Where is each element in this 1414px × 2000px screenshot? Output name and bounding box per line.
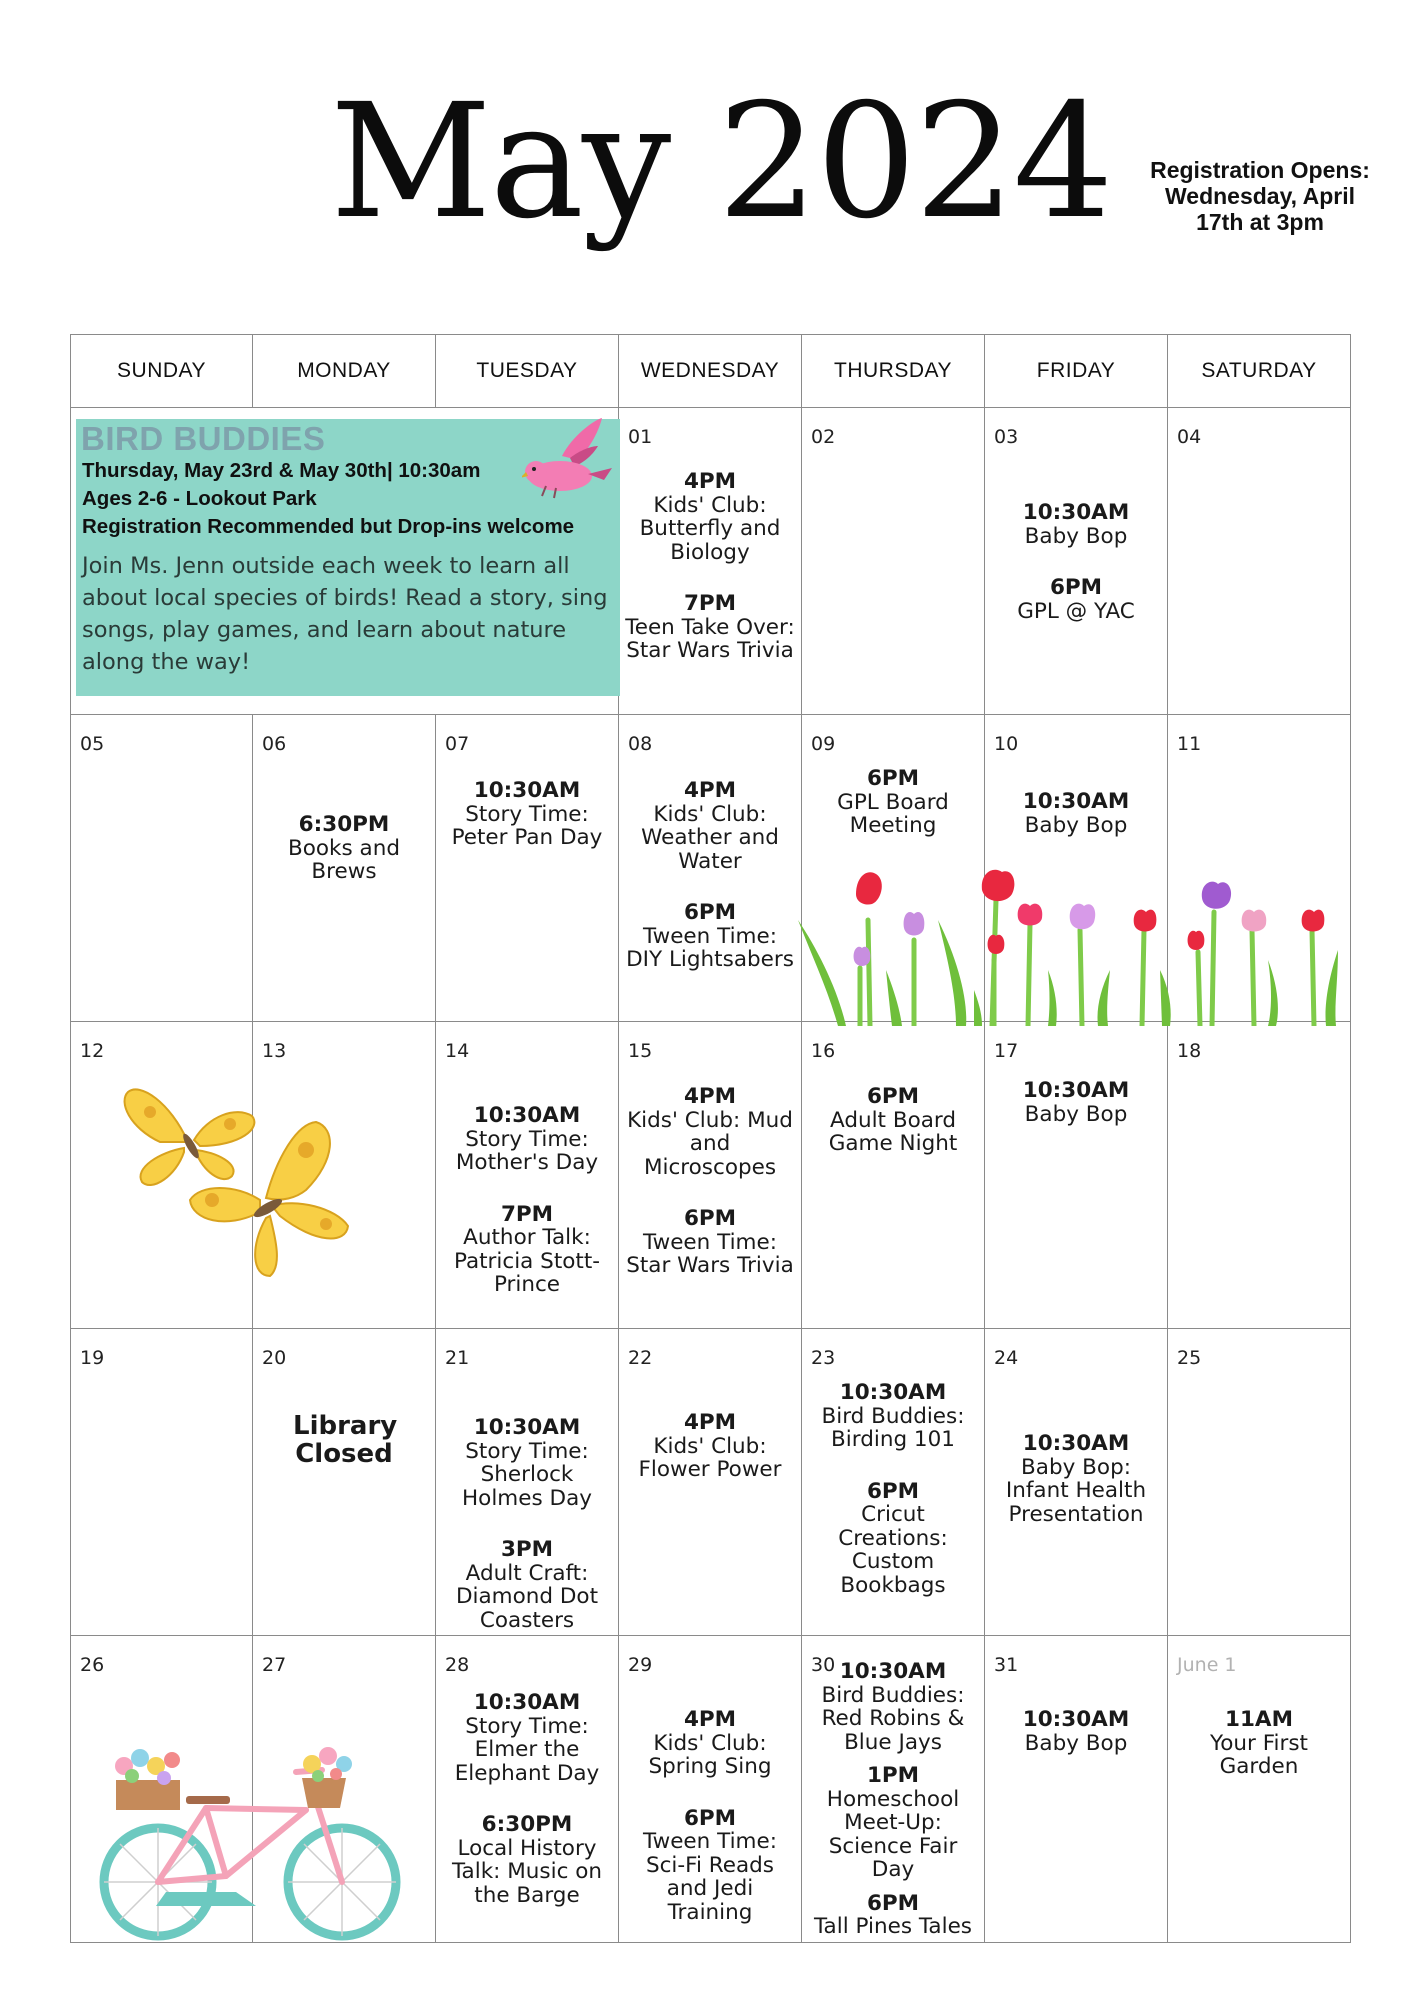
day-number: 01 — [628, 426, 653, 448]
weekday-header: SATURDAY — [1168, 335, 1351, 408]
day-events — [802, 1085, 984, 1184]
weekday-header: FRIDAY — [985, 335, 1168, 408]
day-events — [436, 1691, 618, 1935]
day-events — [436, 779, 618, 878]
day-cell — [985, 1022, 1168, 1329]
day-cell — [436, 1329, 619, 1636]
day-number: 31 — [994, 1654, 1019, 1676]
event — [436, 1203, 618, 1297]
day-cell — [985, 408, 1168, 715]
day-cell — [619, 1329, 802, 1636]
event-time: 6PM — [1049, 575, 1103, 600]
event-time: 6PM — [866, 1890, 920, 1916]
banner-description: Join Ms. Jenn outside each week to learn all about local species of birds! Read a story, sing songs, play games, and learn about nature along the way! — [82, 553, 608, 675]
event-title: GPL Board Meeting — [837, 789, 949, 838]
event-title: Tween Time: DIY Lightsabers — [626, 923, 794, 972]
event-time: 4PM — [683, 1707, 737, 1732]
event-title: Adult Board Game Night — [828, 1107, 958, 1156]
event-title: Kids' Club: Weather and Water — [641, 801, 779, 874]
weekday-header: THURSDAY — [802, 335, 985, 408]
day-cell — [619, 715, 802, 1022]
banner-title: BIRD BUDDIES — [81, 420, 326, 457]
day-number: 30 — [811, 1654, 836, 1676]
event-time: 6PM — [866, 1084, 920, 1109]
event — [436, 1104, 618, 1175]
event — [1168, 1708, 1350, 1779]
event — [619, 470, 801, 564]
day-number: 06 — [262, 733, 287, 755]
event — [436, 1691, 618, 1785]
day-events — [619, 470, 801, 691]
event-title: Story Time: Sherlock Holmes Day — [462, 1438, 592, 1511]
day-number: 20 — [262, 1347, 287, 1369]
day-events — [1168, 1708, 1350, 1807]
event — [802, 767, 984, 838]
event-time: 4PM — [683, 1410, 737, 1435]
day-events — [985, 790, 1167, 865]
day-events — [253, 813, 435, 912]
event-title: Baby Bop — [1024, 1101, 1128, 1127]
event-time: 3PM — [500, 1537, 554, 1562]
day-cell — [253, 715, 436, 1022]
event-title: Cricut Creations: Custom Bookbags — [838, 1502, 948, 1598]
event — [619, 779, 801, 873]
event-title: Kids' Club: Spring Sing — [648, 1730, 772, 1779]
weekday-header: MONDAY — [253, 335, 436, 408]
event-title: Local History Talk: Music on the Barge — [451, 1835, 603, 1908]
day-number: 02 — [811, 426, 836, 448]
day-number: 05 — [80, 733, 105, 755]
event-title: Author Talk: Patricia Stott-Prince — [453, 1225, 601, 1297]
event-title: Baby Bop: Infant Health Presentation — [1005, 1454, 1147, 1527]
event — [436, 1813, 618, 1907]
day-cell — [619, 1022, 802, 1329]
day-events — [802, 1381, 984, 1625]
weekday-header: WEDNESDAY — [619, 335, 802, 408]
day-number: 04 — [1177, 426, 1202, 448]
event-title: Bird Buddies: Birding 101 — [821, 1403, 965, 1452]
event-time: 7PM — [683, 591, 737, 616]
day-events — [253, 1412, 435, 1468]
event-time: 10:30AM — [1022, 500, 1130, 525]
page-title: May 2024 — [330, 70, 1112, 254]
day-events — [619, 1411, 801, 1510]
event — [619, 1708, 801, 1779]
event-title: Baby Bop — [1024, 812, 1128, 838]
event-title: Tween Time: Sci-Fi Reads and Jedi Training — [643, 1829, 777, 1925]
day-events — [619, 1085, 801, 1306]
event-title: Tall Pines Tales — [813, 1914, 973, 1939]
day-events — [985, 501, 1167, 651]
event-time: 10:30AM — [1022, 1707, 1130, 1732]
event — [253, 813, 435, 884]
day-number: 23 — [811, 1347, 836, 1369]
event — [802, 1764, 984, 1882]
day-events — [802, 767, 984, 866]
event — [985, 790, 1167, 837]
day-cell — [71, 1329, 253, 1636]
event — [619, 1207, 801, 1278]
day-number: 03 — [994, 426, 1019, 448]
day-number: 11 — [1177, 733, 1202, 755]
event-time: 11AM — [1225, 1707, 1293, 1732]
day-number: 10 — [994, 733, 1019, 755]
event — [985, 576, 1167, 623]
day-events — [619, 1708, 801, 1952]
day-number: 16 — [811, 1040, 836, 1062]
day-cell — [802, 1329, 985, 1636]
event-title: Homeschool Meet-Up: Science Fair Day — [826, 1786, 960, 1882]
event-time: 6PM — [683, 900, 737, 925]
library-closed-label: Library Closed — [293, 1411, 398, 1469]
event-title: Story Time: Peter Pan Day — [451, 801, 603, 850]
bicycle-icon — [96, 1736, 406, 1942]
event-title: Kids' Club: Mud and Microscopes — [627, 1107, 793, 1180]
event-time: 10:30AM — [473, 1415, 581, 1440]
event — [802, 1660, 984, 1754]
day-cell — [802, 1022, 985, 1329]
day-number: 22 — [628, 1347, 653, 1369]
day-number: 24 — [994, 1347, 1019, 1369]
day-events — [985, 1708, 1167, 1783]
day-cell — [985, 1329, 1168, 1636]
tulips-illustration — [798, 860, 1350, 1026]
event-time: 10:30AM — [1022, 1078, 1130, 1103]
day-events — [436, 1104, 618, 1325]
weekday-header: SUNDAY — [71, 335, 253, 408]
event-title: Story Time: Mother's Day — [455, 1126, 599, 1175]
event — [619, 1807, 801, 1925]
weekday-header: TUESDAY — [436, 335, 619, 408]
day-cell — [1168, 408, 1351, 715]
day-cell — [436, 1636, 619, 1943]
event-time: 4PM — [683, 469, 737, 494]
event-title: Books and Brews — [288, 835, 400, 884]
day-events — [619, 779, 801, 1000]
day-number: 15 — [628, 1040, 653, 1062]
event-title: Baby Bop — [1024, 1730, 1128, 1756]
event-time: 10:30AM — [473, 1103, 581, 1128]
event-time: 6:30PM — [298, 812, 390, 837]
event — [619, 901, 801, 972]
event — [802, 1480, 984, 1598]
event-time: 10:30AM — [839, 1380, 947, 1405]
day-cell — [1168, 1636, 1351, 1943]
event-time: 10:30AM — [839, 1659, 947, 1684]
event-time: 6:30PM — [481, 1812, 573, 1837]
event-title: Bird Buddies: Red Robins & Blue Jays — [821, 1682, 965, 1755]
event-title: Kids' Club: Flower Power — [638, 1433, 782, 1482]
event-title: Story Time: Elmer the Elephant Day — [454, 1713, 600, 1786]
day-cell — [436, 715, 619, 1022]
day-events — [985, 1079, 1167, 1154]
event — [802, 1892, 984, 1939]
day-number: 08 — [628, 733, 653, 755]
pink-bird-icon — [522, 416, 614, 502]
day-cell — [1168, 1022, 1351, 1329]
day-number: 07 — [445, 733, 470, 755]
event-title: Your First Garden — [1210, 1730, 1308, 1779]
event-title: Adult Craft: Diamond Dot Coasters — [455, 1560, 599, 1633]
day-number: 13 — [262, 1040, 287, 1062]
event — [619, 1411, 801, 1482]
day-number: 09 — [811, 733, 836, 755]
day-cell — [1168, 1329, 1351, 1636]
day-number: 29 — [628, 1654, 653, 1676]
event-time: 6PM — [683, 1206, 737, 1231]
event-time: 4PM — [683, 1084, 737, 1109]
day-number: 18 — [1177, 1040, 1202, 1062]
day-cell — [436, 1022, 619, 1329]
event-time: 10:30AM — [1022, 1431, 1130, 1456]
day-number: 12 — [80, 1040, 105, 1062]
event-time: 10:30AM — [473, 778, 581, 803]
event — [802, 1085, 984, 1156]
day-number: 26 — [80, 1654, 105, 1676]
event-time: 7PM — [500, 1201, 554, 1227]
day-events — [985, 1432, 1167, 1554]
event-time: 6PM — [866, 766, 920, 791]
banner-line: Registration Recommended but Drop-ins welcome — [82, 515, 575, 538]
event — [436, 1416, 618, 1510]
event-title: Teen Take Over: Star Wars Trivia — [625, 614, 795, 663]
day-cell — [802, 1636, 985, 1943]
event-time: 10:30AM — [1022, 789, 1130, 814]
day-events — [436, 1416, 618, 1660]
event — [985, 1079, 1167, 1126]
event-time: 6PM — [683, 1805, 737, 1831]
event — [436, 779, 618, 850]
weekday-header-row — [71, 335, 1351, 408]
day-events — [802, 1660, 984, 1949]
day-number: 27 — [262, 1654, 287, 1676]
day-number: 28 — [445, 1654, 470, 1676]
day-cell — [253, 1329, 436, 1636]
day-cell — [71, 715, 253, 1022]
day-cell — [985, 1636, 1168, 1943]
event — [619, 592, 801, 663]
event — [802, 1381, 984, 1452]
day-cell — [802, 408, 985, 715]
event-title: Tween Time: Star Wars Trivia — [626, 1229, 794, 1278]
day-cell — [619, 1636, 802, 1943]
event — [985, 1432, 1167, 1526]
registration-note: Registration Opens: Wednesday, April 17th at 3pm — [1150, 157, 1370, 235]
banner-line: Thursday, May 23rd & May 30th| 10:30am — [82, 459, 481, 482]
event — [619, 1085, 801, 1179]
event-time: 1PM — [866, 1763, 920, 1788]
day-cell — [619, 408, 802, 715]
day-number: 17 — [994, 1040, 1019, 1062]
event — [985, 501, 1167, 548]
day-number: 19 — [80, 1347, 105, 1369]
banner-line: Ages 2-6 - Lookout Park — [82, 487, 317, 510]
butterfly-icon — [186, 1120, 352, 1282]
event-title: Baby Bop — [1024, 523, 1128, 549]
day-number: 14 — [445, 1040, 470, 1062]
event-title: Kids' Club: Butterfly and Biology — [639, 492, 781, 565]
event — [985, 1708, 1167, 1755]
day-number: 21 — [445, 1347, 470, 1369]
event-time: 4PM — [683, 778, 737, 803]
event-time: 6PM — [866, 1478, 920, 1504]
week-row — [71, 1329, 1351, 1636]
event-title: GPL @ YAC — [1017, 598, 1135, 624]
event — [436, 1538, 618, 1632]
day-number: 25 — [1177, 1347, 1202, 1369]
day-number: June 1 — [1177, 1654, 1237, 1676]
event-time: 10:30AM — [473, 1690, 581, 1715]
